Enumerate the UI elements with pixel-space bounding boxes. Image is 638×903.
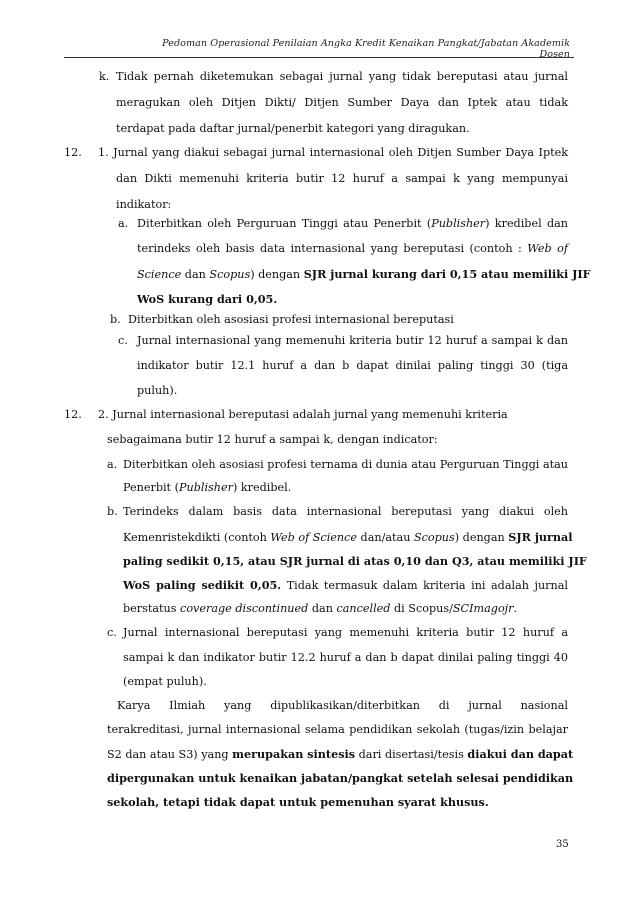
item-12-1-line-2: dan Dikti memenuhi kriteria butir 12 huruf a sampai k yang mempunyai	[116, 172, 568, 185]
closing-line-2: terakreditasi, jurnal internasional selama pendidikan sekolah (tugas/izin belajar	[107, 723, 568, 736]
header-rule	[64, 57, 574, 58]
item-12-2-line-1: 2. Jurnal internasional bereputasi adalah jurnal yang memenuhi kriteria	[98, 408, 508, 421]
item-12-2-marker: 12.	[64, 408, 82, 421]
item-12-1-line-3: indikator:	[116, 198, 172, 211]
item-12-2-b-line-5: berstatus coverage discontinued dan cancelled di Scopus/SCImagojr.	[123, 602, 518, 615]
item-12-1-b-marker: b.	[110, 313, 121, 326]
item-12-2-c-line-2: sampai k dan indikator butir 12.2 huruf a dan b dapat dinilai paling tinggi 40	[123, 651, 568, 664]
closing-line-3: S2 dan atau S3) yang merupakan sintesis dari disertasi/tesis diakui dan dapat	[107, 747, 574, 761]
item-12-2-a-marker: a.	[107, 458, 118, 471]
item-12-2-a-line-1: Diterbitkan oleh asosiasi profesi ternama di dunia atau Perguruan Tinggi atau	[123, 458, 568, 471]
item-k-line-3: terdapat pada daftar jurnal/penerbit kategori yang diragukan.	[116, 122, 470, 135]
page-number: 35	[556, 839, 569, 850]
item-12-2-b-marker: b.	[107, 505, 118, 518]
item-12-2-b-line-2: Kemenristekdikti (contoh Web of Science dan/atau Scopus) dengan SJR jurnal	[123, 530, 573, 544]
item-k-marker: k.	[99, 70, 110, 83]
item-k-line-1: Tidak pernah diketemukan sebagai jurnal yang tidak bereputasi atau jurnal	[116, 70, 568, 83]
item-k-line-2: meragukan oleh Ditjen Dikti/ Ditjen Sumber Daya dan Iptek atau tidak	[116, 96, 568, 109]
item-12-1-a-line-3: Science dan Scopus) dengan SJR jurnal kurang dari 0,15 atau memiliki JIF	[137, 267, 591, 281]
item-12-1-a-line-2: terindeks oleh basis data internasional yang bereputasi (contoh : Web of	[137, 242, 568, 255]
closing-line-4: dipergunakan untuk kenaikan jabatan/pangkat setelah selesai pendidikan	[107, 771, 574, 785]
item-12-2-line-2: sebagaimana butir 12 huruf a sampai k, dengan indicator:	[107, 433, 438, 446]
item-12-1-c-marker: c.	[118, 334, 128, 347]
closing-line-1: Karya Ilmiah yang dipublikasikan/diterbitkan di jurnal nasional	[117, 699, 568, 712]
closing-line-5: sekolah, tetapi tidak dapat untuk pemenuhan syarat khusus.	[107, 795, 489, 809]
item-12-1-c-line-3: puluh).	[137, 384, 178, 397]
item-12-2-a-line-2: Penerbit (Publisher) kredibel.	[123, 481, 292, 494]
item-12-2-c-marker: c.	[107, 626, 117, 639]
item-12-1-c-line-1: Jurnal internasional yang memenuhi kriteria butir 12 huruf a sampai k dan	[137, 334, 568, 347]
item-12-2-c-line-1: Jurnal internasional bereputasi yang memenuhi kriteria butir 12 huruf a	[123, 626, 568, 639]
item-12-1-a-marker: a.	[118, 217, 129, 230]
item-12-1-b-text: Diterbitkan oleh asosiasi profesi internasional bereputasi	[128, 313, 454, 326]
item-12-1-a-line-4: WoS kurang dari 0,05.	[137, 292, 278, 306]
item-12-2-b-line-4: WoS paling sedikit 0,05. Tidak termasuk dalam kriteria ini adalah jurnal	[123, 578, 568, 592]
item-12-1-a-line-1: Diterbitkan oleh Perguruan Tinggi atau Penerbit (Publisher) kredibel dan	[137, 217, 568, 230]
running-header: Pedoman Operasional Penilaian Angka Kredit Kenaikan Pangkat/Jabatan Akademik Dosen	[162, 38, 570, 60]
item-12-1-c-line-2: indikator butir 12.1 huruf a dan b dapat dinilai paling tinggi 30 (tiga	[137, 359, 568, 372]
item-12-2-b-line-3: paling sedikit 0,15, atau SJR jurnal di atas 0,10 dan Q3, atau memiliki JIF	[123, 554, 587, 568]
item-12-1-line-1: 1. Jurnal yang diakui sebagai jurnal internasional oleh Ditjen Sumber Daya Iptek	[98, 146, 568, 159]
item-12-2-c-line-3: (empat puluh).	[123, 675, 207, 688]
item-12-2-b-line-1: Terindeks dalam basis data internasional bereputasi yang diakui oleh	[123, 505, 568, 518]
item-12-1-marker: 12.	[64, 146, 82, 159]
